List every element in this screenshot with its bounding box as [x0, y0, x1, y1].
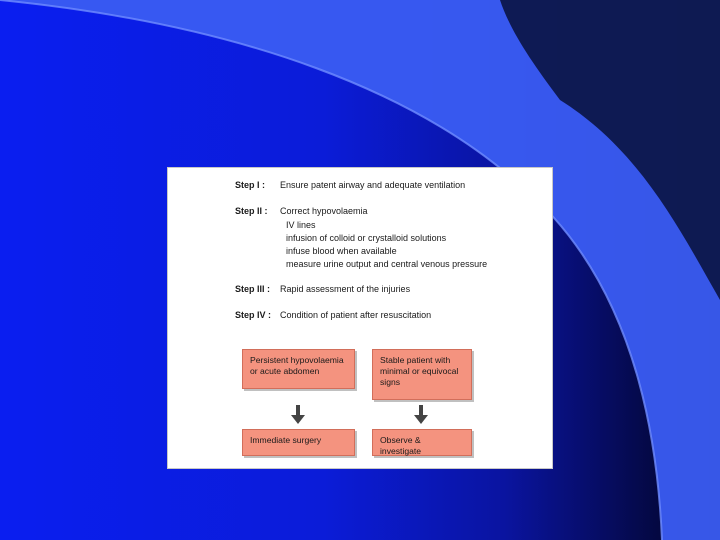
step-2-subitem: IV lines: [286, 220, 316, 230]
left-action-box: Immediate surgery: [242, 429, 355, 456]
down-arrow-icon: [291, 405, 305, 425]
left-condition-box: Persistent hypovolaemia or acute abdomen: [242, 349, 355, 389]
step-4-label: Step IV :: [235, 310, 272, 320]
step-2: [235, 206, 368, 216]
step-2-label: Step II :: [235, 206, 268, 216]
step-3-label: Step III :: [235, 284, 271, 294]
step-2-subitem: measure urine output and central venous pressure: [286, 259, 488, 269]
resuscitation-flowchart: [167, 167, 553, 469]
step-2-text: Correct hypovolaemia: [280, 206, 368, 216]
down-arrow-icon: [414, 405, 428, 425]
step-1: [235, 180, 465, 190]
right-action-box: Observe & investigate: [372, 429, 472, 456]
step-2-subitem: infuse blood when available: [286, 246, 397, 256]
step-1-text: Ensure patent airway and adequate ventilation: [280, 180, 466, 190]
step-3-text: Rapid assessment of the injuries: [280, 284, 411, 294]
step-4: [235, 310, 431, 320]
step-3: [235, 284, 410, 294]
step-1-label: Step I :: [235, 180, 266, 190]
step-2-subitem: infusion of colloid or crystalloid solutions: [286, 233, 447, 243]
step-4-text: Condition of patient after resuscitation: [280, 310, 432, 320]
right-condition-box: Stable patient with minimal or equivocal signs: [372, 349, 472, 400]
